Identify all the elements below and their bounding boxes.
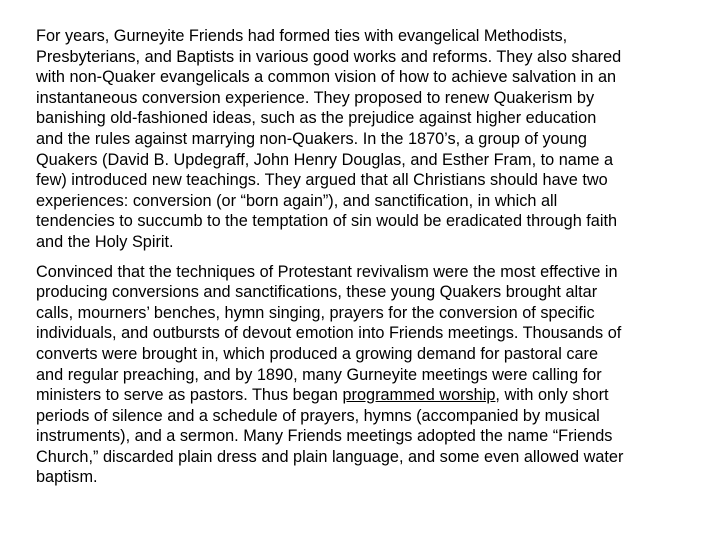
text-line: baptism. [36,468,98,487]
text-line: experiences: conversion (or “born again”), and sanctification, in which all [36,191,558,210]
text-line: and the rules against marrying non-Quakers. In the 1870’s, a group of young [36,129,587,148]
text-line: few) introduced new teachings. They argued that all Christians should have two [36,171,608,190]
text-line: Presbyterians, and Baptists in various good works and reforms. They also shared [36,47,622,66]
paragraph-gurneyite-evangelicals [36,26,696,253]
text-line: individuals, and outbursts of devout emotion into Friends meetings. Thousands of [36,324,622,343]
text-after-link: , with only short [495,386,609,405]
text-line: and the Holy Spirit. [36,232,174,251]
text-before-link: ministers to serve as pastors. Thus began [36,386,343,405]
text-line: periods of silence and a schedule of prayers, hymns (accompanied by musical [36,406,600,425]
text-line: and regular preaching, and by 1890, many Gurneyite meetings were calling for [36,365,602,384]
text-line: calls, mourners’ benches, hymn singing, prayers for the conversion of specific [36,303,595,322]
text-line: banishing old-fashioned ideas, such as the prejudice against higher education [36,109,597,128]
paragraph-protestant-revivalism [36,262,696,489]
text-line: instantaneous conversion experience. They proposed to renew Quakerism by [36,88,595,107]
text-line: converts were brought in, which produced a growing demand for pastoral care [36,344,599,363]
programmed-worship-link[interactable]: programmed worship [342,386,496,405]
text-line: producing conversions and sanctifications, these young Quakers brought altar [36,283,598,302]
document-page [36,26,696,488]
text-line: tendencies to succumb to the temptation of sin would be eradicated through faith [36,212,618,231]
text-line-with-link [36,385,696,406]
text-line: For years, Gurneyite Friends had formed ties with evangelical Methodists, [36,27,568,45]
text-line: Convinced that the techniques of Protestant revivalism were the most effective in [36,262,618,281]
text-line: with non-Quaker evangelicals a common vision of how to achieve salvation in an [36,68,617,87]
text-line: instruments), and a sermon. Many Friends meetings adopted the name “Friends [36,427,613,446]
text-line: Quakers (David B. Updegraff, John Henry Douglas, and Esther Fram, to name a [36,150,614,169]
text-line: Church,” discarded plain dress and plain language, and some even allowed water [36,447,624,466]
